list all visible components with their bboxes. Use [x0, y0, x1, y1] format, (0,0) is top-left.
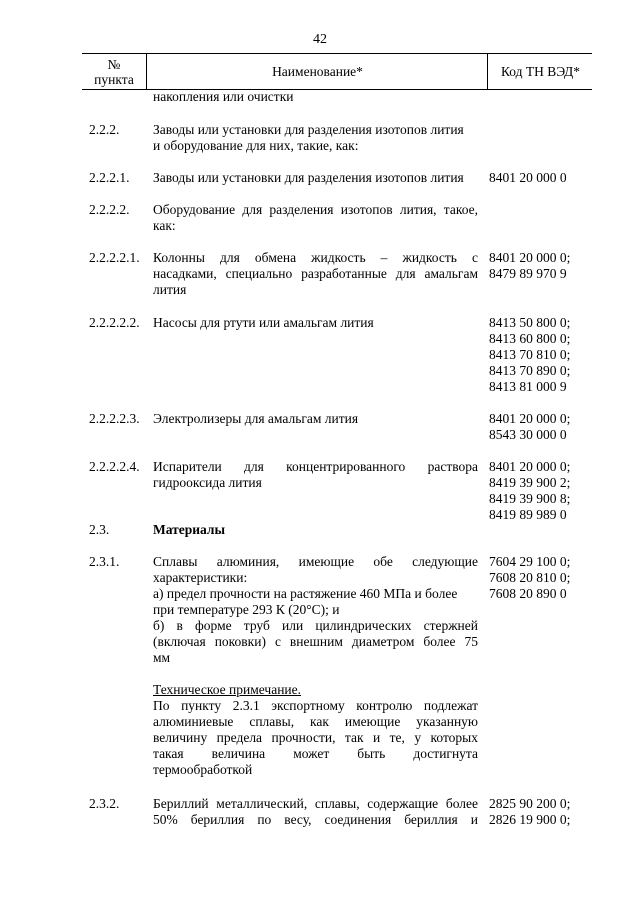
technical-note-title: Техническое примечание.: [153, 682, 302, 697]
item-code: 8401 20 000 0;: [489, 411, 571, 426]
table-header: [82, 53, 592, 90]
item-name-line: а) предел прочности на растяжение 460 МПа и более: [153, 586, 458, 601]
item-code: 2825 90 200 0;: [489, 796, 571, 811]
header-name-column: Наименование*: [146, 54, 488, 89]
item-number: 2.2.2.2.1.: [89, 250, 140, 265]
item-name-line: как:: [153, 218, 176, 233]
item-code: 8543 30 000 0: [489, 427, 567, 442]
item-number: 2.2.2.: [89, 122, 120, 137]
item-number: 2.2.2.2.3.: [89, 411, 140, 426]
item-name-line: Сплавы алюминия, имеющие обе следующие: [153, 554, 478, 569]
item-number: 2.2.2.1.: [89, 170, 130, 185]
item-name-line: Бериллий металлический, сплавы, содержащие более: [153, 796, 478, 811]
section-title: Материалы: [153, 522, 226, 537]
item-code: 2826 19 900 0;: [489, 812, 571, 827]
item-name-line: и оборудование для них, такие, как:: [153, 138, 359, 153]
technical-note-line: алюминиевые сплавы, как имеющие указанную: [153, 714, 478, 729]
item-name-line: Заводы или установки для разделения изотопов лития: [153, 170, 464, 185]
item-name-line: гидрооксида лития: [153, 475, 262, 490]
item-name-line: Оборудование для разделения изотопов лития, такое,: [153, 202, 478, 217]
header-number-label-line1: №: [107, 56, 121, 72]
header-number-label-line2: пункта: [94, 71, 134, 87]
item-name-line: (включая поковки) с внешним диаметром более 75: [153, 634, 478, 649]
item-code: 8419 39 900 2;: [489, 475, 571, 490]
item-name-line: мм: [153, 650, 171, 665]
item-code: 7608 20 810 0;: [489, 570, 571, 585]
technical-note-line: такая величина может быть достигнута: [153, 746, 478, 761]
item-code: 8479 89 970 9: [489, 266, 567, 281]
item-name-line: Насосы для ртути или амальгам лития: [153, 315, 374, 330]
header-code-column: Код ТН ВЭД*: [487, 54, 593, 89]
item-code: 8413 60 800 0;: [489, 331, 571, 346]
item-code: 8413 70 890 0;: [489, 363, 571, 378]
item-code: 7608 20 890 0: [489, 586, 567, 601]
item-name-line: при температуре 293 К (20°С); и: [153, 602, 340, 617]
item-name-line: Испарители для концентрированного раствора: [153, 459, 478, 474]
item-name-line: Заводы или установки для разделения изотопов лития: [153, 122, 464, 137]
item-number: 2.2.2.2.: [89, 202, 130, 217]
item-name-line: 50% бериллия по весу, соединения бериллия и: [153, 812, 478, 827]
item-code: 8419 39 900 8;: [489, 491, 571, 506]
item-code: 8413 70 810 0;: [489, 347, 571, 362]
item-code: 8401 20 000 0;: [489, 459, 571, 474]
item-name-line: Электролизеры для амальгам лития: [153, 411, 359, 426]
item-name-line: насадками, специально разработанные для амальгам: [153, 266, 478, 281]
technical-note-line: термообработкой: [153, 762, 253, 777]
continuation-text: накопления или очистки: [153, 89, 294, 104]
item-number: 2.3.2.: [89, 796, 120, 811]
item-name-line: лития: [153, 282, 187, 297]
item-code: 8401 20 000 0;: [489, 250, 571, 265]
item-code: 8401 20 000 0: [489, 170, 567, 185]
item-number: 2.2.2.2.2.: [89, 315, 140, 330]
item-name-line: Колонны для обмена жидкость – жидкость с: [153, 250, 478, 265]
technical-note-line: величину предела прочности, так и те, у которых: [153, 730, 478, 745]
item-name-line: характеристики:: [153, 570, 248, 585]
item-code: 8413 50 800 0;: [489, 315, 571, 330]
item-number: 2.3.1.: [89, 554, 120, 569]
header-number-column: [82, 54, 146, 89]
item-code: 8419 89 989 0: [489, 507, 567, 522]
section-number: 2.3.: [89, 522, 110, 537]
item-number: 2.2.2.2.4.: [89, 459, 140, 474]
item-code: 7604 29 100 0;: [489, 554, 571, 569]
item-name-line: б) в форме труб или цилиндрических стержней: [153, 618, 478, 633]
technical-note-line: По пункту 2.3.1 экспортному контролю подлежат: [153, 698, 478, 713]
item-code: 8413 81 000 9: [489, 379, 567, 394]
page-number: 42: [313, 32, 327, 47]
